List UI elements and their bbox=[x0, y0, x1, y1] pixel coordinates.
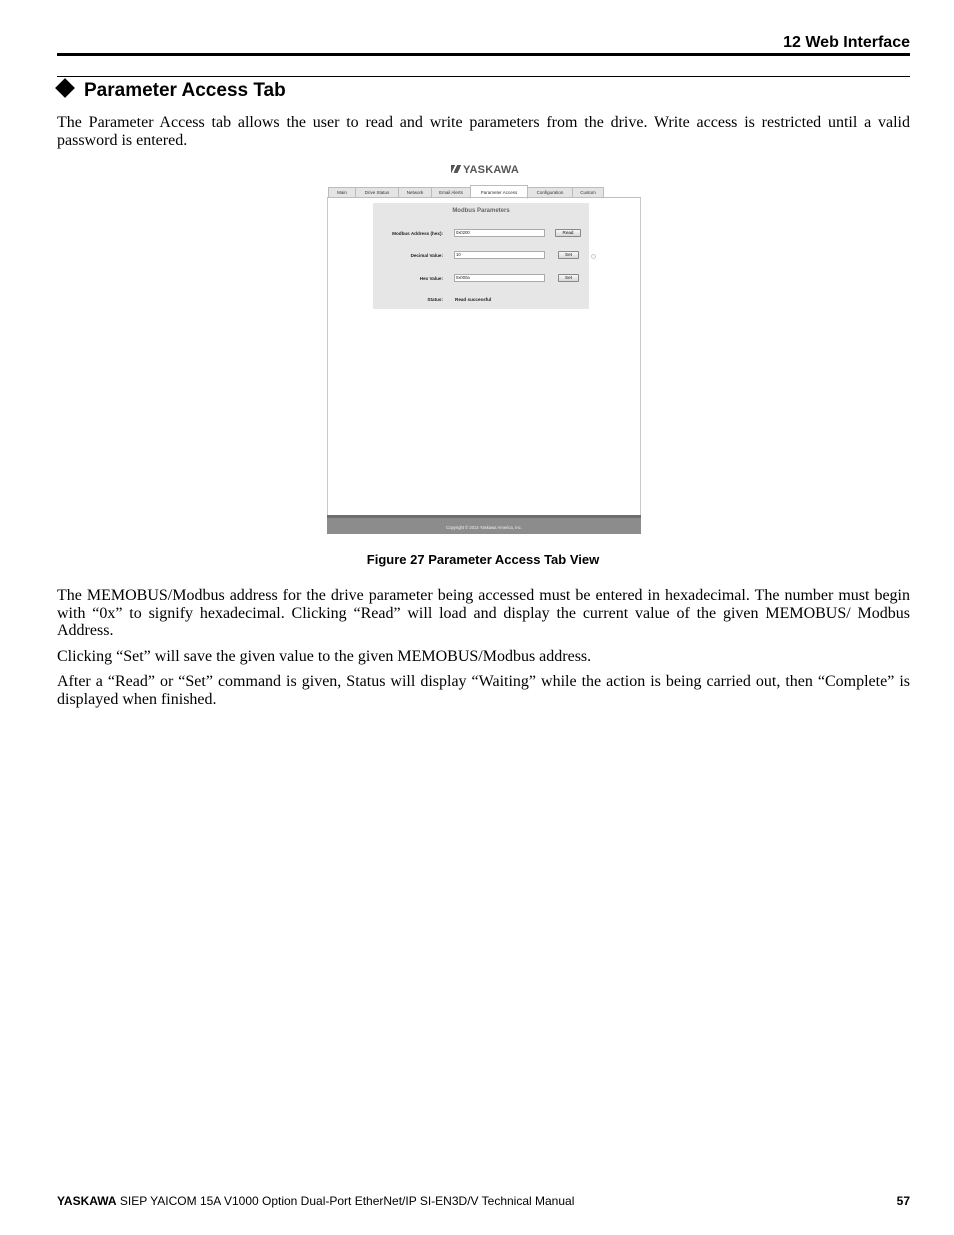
address-paragraph: The MEMOBUS/Modbus address for the drive parameter being accessed must be entered in hexadecimal. The number must begin with “0x” to signify hexadecimal. Clicking “Read” will load and display the current value of the given MEMOBUS/ Modbus Address. bbox=[57, 587, 910, 639]
modbus-panel bbox=[373, 203, 589, 309]
yaskawa-logo-icon bbox=[451, 165, 461, 173]
read-button[interactable]: Read bbox=[555, 229, 581, 237]
section-rule bbox=[57, 76, 910, 77]
tab-parameter-access[interactable]: Parameter Access bbox=[470, 185, 528, 199]
tab-bar bbox=[328, 187, 603, 197]
figure-screenshot bbox=[327, 158, 641, 534]
page-number: 57 bbox=[896, 1194, 910, 1208]
status-value: Read successful bbox=[455, 297, 492, 302]
hex-label: Hex Value: bbox=[419, 276, 443, 281]
copyright-bar: Copyright © 2014 Yaskawa America, Inc. bbox=[327, 515, 641, 534]
status-paragraph: After a “Read” or “Set” command is given, Status will display “Waiting” while the action is being carried out, then “Complete” is displayed when finished. bbox=[57, 673, 910, 708]
header-rule bbox=[57, 53, 910, 56]
decimal-label: Decimal Value: bbox=[410, 253, 443, 258]
logo-text: YASKAWA bbox=[463, 164, 520, 176]
address-input[interactable]: 0x0200 bbox=[454, 229, 545, 237]
set-hex-button[interactable]: Set bbox=[558, 274, 579, 282]
decimal-input[interactable]: 10 bbox=[454, 251, 545, 259]
tab-configuration[interactable]: Configuration bbox=[527, 187, 573, 198]
status-label: Status: bbox=[427, 297, 443, 302]
footer-document-title bbox=[57, 1194, 574, 1208]
footer-doc-title: SIEP YAICOM 15A V1000 Option Dual-Port EtherNet/IP SI-EN3D/V Technical Manual bbox=[116, 1194, 575, 1208]
chapter-header: 12 Web Interface bbox=[783, 34, 910, 51]
address-label: Modbus Address (hex): bbox=[392, 231, 443, 236]
diamond-bullet-icon bbox=[55, 78, 75, 98]
set-paragraph: Clicking “Set” will save the given value to the given MEMOBUS/Modbus address. bbox=[57, 648, 592, 665]
section-heading bbox=[55, 80, 286, 102]
tab-email-alerts[interactable]: Email Alerts bbox=[431, 187, 471, 198]
tab-main[interactable]: Main bbox=[328, 187, 356, 198]
hex-input[interactable]: 0x000a bbox=[454, 274, 545, 282]
set-decimal-button[interactable]: Set bbox=[558, 251, 579, 259]
tab-drive-status[interactable]: Drive Status bbox=[355, 187, 399, 198]
section-title: Parameter Access Tab bbox=[84, 80, 286, 101]
intro-paragraph: The Parameter Access tab allows the user to read and write parameters from the drive. Write access is restricted until a valid password is entered. bbox=[57, 114, 910, 149]
yaskawa-logo bbox=[451, 164, 519, 176]
tab-custom[interactable]: Custom bbox=[572, 187, 604, 198]
panel-title: Modbus Parameters bbox=[452, 208, 510, 214]
footer-brand: YASKAWA bbox=[57, 1194, 117, 1208]
tab-network[interactable]: Network bbox=[398, 187, 432, 198]
indicator-icon bbox=[591, 254, 596, 259]
figure-caption: Figure 27 Parameter Access Tab View bbox=[366, 552, 600, 567]
